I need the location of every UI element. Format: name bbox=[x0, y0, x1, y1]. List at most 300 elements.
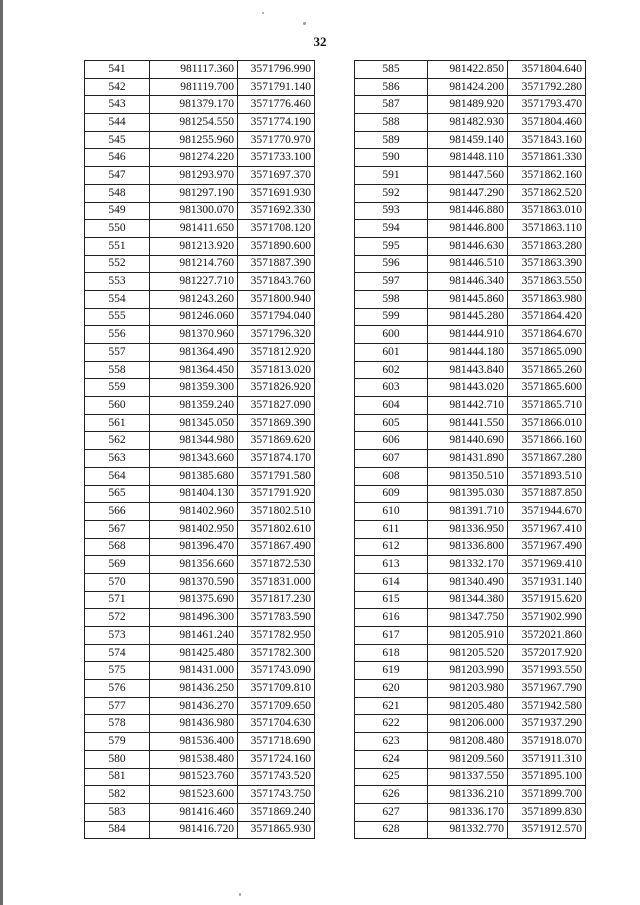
point-number-cell: 607 bbox=[355, 450, 428, 468]
table-row bbox=[85, 202, 315, 220]
point-number-cell: 625 bbox=[355, 768, 428, 786]
y-coordinate-cell: 3571861.330 bbox=[508, 149, 586, 167]
table-row bbox=[355, 167, 586, 185]
y-coordinate-cell: 3571783.590 bbox=[238, 609, 315, 627]
table-row bbox=[355, 609, 586, 627]
y-coordinate-cell: 3571862.520 bbox=[508, 184, 586, 202]
table-row bbox=[355, 184, 586, 202]
table-row bbox=[355, 733, 586, 751]
y-coordinate-cell: 3571812.920 bbox=[238, 344, 315, 362]
point-number-cell: 627 bbox=[355, 803, 428, 821]
y-coordinate-cell: 3571867.490 bbox=[238, 538, 315, 556]
point-number-cell: 556 bbox=[85, 326, 150, 344]
point-number-cell: 544 bbox=[85, 114, 150, 132]
point-number-cell: 546 bbox=[85, 149, 150, 167]
y-coordinate-cell: 3571865.600 bbox=[508, 379, 586, 397]
table-row bbox=[355, 467, 586, 485]
point-number-cell: 574 bbox=[85, 644, 150, 662]
table-row bbox=[355, 273, 586, 291]
table-row bbox=[355, 768, 586, 786]
y-coordinate-cell: 3571796.320 bbox=[238, 326, 315, 344]
y-coordinate-cell: 3571863.390 bbox=[508, 255, 586, 273]
y-coordinate-cell: 3571918.070 bbox=[508, 733, 586, 751]
point-number-cell: 585 bbox=[355, 61, 428, 79]
x-coordinate-cell: 981443.020 bbox=[428, 379, 508, 397]
point-number-cell: 595 bbox=[355, 237, 428, 255]
y-coordinate-cell: 3571843.760 bbox=[238, 273, 315, 291]
point-number-cell: 591 bbox=[355, 167, 428, 185]
table-row bbox=[85, 131, 315, 149]
x-coordinate-cell: 981402.960 bbox=[150, 503, 238, 521]
table-row bbox=[355, 680, 586, 698]
table-row bbox=[355, 503, 586, 521]
point-number-cell: 612 bbox=[355, 538, 428, 556]
x-coordinate-cell: 981332.770 bbox=[428, 821, 508, 839]
table-row bbox=[85, 326, 315, 344]
point-number-cell: 561 bbox=[85, 414, 150, 432]
x-coordinate-cell: 981436.980 bbox=[150, 715, 238, 733]
x-coordinate-cell: 981447.290 bbox=[428, 184, 508, 202]
x-coordinate-cell: 981496.300 bbox=[150, 609, 238, 627]
table-row bbox=[355, 379, 586, 397]
scan-speck bbox=[303, 22, 306, 25]
x-coordinate-cell: 981446.880 bbox=[428, 202, 508, 220]
x-coordinate-cell: 981350.510 bbox=[428, 467, 508, 485]
y-coordinate-cell: 3571782.950 bbox=[238, 627, 315, 645]
table-row bbox=[355, 432, 586, 450]
point-number-cell: 580 bbox=[85, 750, 150, 768]
y-coordinate-cell: 3571800.940 bbox=[238, 290, 315, 308]
y-coordinate-cell: 3571794.040 bbox=[238, 308, 315, 326]
y-coordinate-cell: 3571724.160 bbox=[238, 750, 315, 768]
y-coordinate-cell: 3571776.460 bbox=[238, 96, 315, 114]
y-coordinate-cell: 3572021.860 bbox=[508, 627, 586, 645]
point-number-cell: 566 bbox=[85, 503, 150, 521]
table-row bbox=[85, 255, 315, 273]
x-coordinate-cell: 981445.860 bbox=[428, 290, 508, 308]
x-coordinate-cell: 981538.480 bbox=[150, 750, 238, 768]
point-number-cell: 609 bbox=[355, 485, 428, 503]
y-coordinate-cell: 3571862.160 bbox=[508, 167, 586, 185]
point-number-cell: 567 bbox=[85, 520, 150, 538]
table-row bbox=[85, 432, 315, 450]
y-coordinate-cell: 3571826.920 bbox=[238, 379, 315, 397]
point-number-cell: 621 bbox=[355, 697, 428, 715]
x-coordinate-cell: 981431.000 bbox=[150, 662, 238, 680]
table-row bbox=[355, 715, 586, 733]
y-coordinate-cell: 3571942.580 bbox=[508, 697, 586, 715]
point-number-cell: 610 bbox=[355, 503, 428, 521]
table-row bbox=[85, 538, 315, 556]
x-coordinate-cell: 981396.470 bbox=[150, 538, 238, 556]
table-row bbox=[85, 149, 315, 167]
table-row bbox=[355, 202, 586, 220]
x-coordinate-cell: 981379.170 bbox=[150, 96, 238, 114]
point-number-cell: 603 bbox=[355, 379, 428, 397]
table-row bbox=[85, 750, 315, 768]
table-row bbox=[355, 397, 586, 415]
y-coordinate-cell: 3571782.300 bbox=[238, 644, 315, 662]
y-coordinate-cell: 3571691.930 bbox=[238, 184, 315, 202]
point-number-cell: 575 bbox=[85, 662, 150, 680]
x-coordinate-cell: 981205.480 bbox=[428, 697, 508, 715]
table-row bbox=[85, 627, 315, 645]
table-row bbox=[85, 273, 315, 291]
coordinates-table-left bbox=[84, 60, 315, 839]
x-coordinate-cell: 981440.690 bbox=[428, 432, 508, 450]
table-row bbox=[355, 414, 586, 432]
y-coordinate-cell: 3571792.280 bbox=[508, 78, 586, 96]
x-coordinate-cell: 981213.920 bbox=[150, 237, 238, 255]
x-coordinate-cell: 981459.140 bbox=[428, 131, 508, 149]
y-coordinate-cell: 3571692.330 bbox=[238, 202, 315, 220]
x-coordinate-cell: 981461.240 bbox=[150, 627, 238, 645]
point-number-cell: 563 bbox=[85, 450, 150, 468]
y-coordinate-cell: 3571867.280 bbox=[508, 450, 586, 468]
point-number-cell: 550 bbox=[85, 220, 150, 238]
y-coordinate-cell: 3571865.930 bbox=[238, 821, 315, 839]
y-coordinate-cell: 3571791.920 bbox=[238, 485, 315, 503]
point-number-cell: 571 bbox=[85, 591, 150, 609]
y-coordinate-cell: 3571863.280 bbox=[508, 237, 586, 255]
x-coordinate-cell: 981347.750 bbox=[428, 609, 508, 627]
table-row bbox=[85, 485, 315, 503]
y-coordinate-cell: 3571899.700 bbox=[508, 786, 586, 804]
table-row bbox=[355, 538, 586, 556]
x-coordinate-cell: 981344.980 bbox=[150, 432, 238, 450]
y-coordinate-cell: 3571864.670 bbox=[508, 326, 586, 344]
y-coordinate-cell: 3571718.690 bbox=[238, 733, 315, 751]
page-number: 32 bbox=[313, 34, 327, 49]
table-row bbox=[85, 662, 315, 680]
point-number-cell: 553 bbox=[85, 273, 150, 291]
table-row bbox=[85, 114, 315, 132]
y-coordinate-cell: 3571813.020 bbox=[238, 361, 315, 379]
point-number-cell: 624 bbox=[355, 750, 428, 768]
point-number-cell: 549 bbox=[85, 202, 150, 220]
table-row bbox=[355, 361, 586, 379]
x-coordinate-cell: 981523.760 bbox=[150, 768, 238, 786]
x-coordinate-cell: 981448.110 bbox=[428, 149, 508, 167]
table-row bbox=[85, 556, 315, 574]
y-coordinate-cell: 3571865.260 bbox=[508, 361, 586, 379]
x-coordinate-cell: 981293.970 bbox=[150, 167, 238, 185]
point-number-cell: 548 bbox=[85, 184, 150, 202]
x-coordinate-cell: 981489.920 bbox=[428, 96, 508, 114]
point-number-cell: 558 bbox=[85, 361, 150, 379]
y-coordinate-cell: 3571969.410 bbox=[508, 556, 586, 574]
y-coordinate-cell: 3571967.790 bbox=[508, 680, 586, 698]
y-coordinate-cell: 3571827.090 bbox=[238, 397, 315, 415]
table-row bbox=[85, 167, 315, 185]
x-coordinate-cell: 981442.710 bbox=[428, 397, 508, 415]
y-coordinate-cell: 3571967.410 bbox=[508, 520, 586, 538]
table-row bbox=[85, 503, 315, 521]
table-row bbox=[355, 131, 586, 149]
point-number-cell: 589 bbox=[355, 131, 428, 149]
point-number-cell: 611 bbox=[355, 520, 428, 538]
y-coordinate-cell: 3571893.510 bbox=[508, 467, 586, 485]
point-number-cell: 613 bbox=[355, 556, 428, 574]
table-row bbox=[85, 768, 315, 786]
y-coordinate-cell: 3571697.370 bbox=[238, 167, 315, 185]
x-coordinate-cell: 981208.480 bbox=[428, 733, 508, 751]
x-coordinate-cell: 981214.760 bbox=[150, 255, 238, 273]
y-coordinate-cell: 3571791.140 bbox=[238, 78, 315, 96]
x-coordinate-cell: 981416.720 bbox=[150, 821, 238, 839]
table-row bbox=[355, 344, 586, 362]
table-row bbox=[355, 662, 586, 680]
y-coordinate-cell: 3571866.010 bbox=[508, 414, 586, 432]
y-coordinate-cell: 3571887.390 bbox=[238, 255, 315, 273]
x-coordinate-cell: 981336.210 bbox=[428, 786, 508, 804]
table-row bbox=[85, 61, 315, 79]
table-row bbox=[85, 450, 315, 468]
y-coordinate-cell: 3572017.920 bbox=[508, 644, 586, 662]
x-coordinate-cell: 981364.490 bbox=[150, 344, 238, 362]
point-number-cell: 576 bbox=[85, 680, 150, 698]
y-coordinate-cell: 3571743.520 bbox=[238, 768, 315, 786]
y-coordinate-cell: 3571890.600 bbox=[238, 237, 315, 255]
point-number-cell: 618 bbox=[355, 644, 428, 662]
y-coordinate-cell: 3571709.650 bbox=[238, 697, 315, 715]
point-number-cell: 555 bbox=[85, 308, 150, 326]
x-coordinate-cell: 981336.800 bbox=[428, 538, 508, 556]
point-number-cell: 602 bbox=[355, 361, 428, 379]
point-number-cell: 615 bbox=[355, 591, 428, 609]
x-coordinate-cell: 981391.710 bbox=[428, 503, 508, 521]
y-coordinate-cell: 3571902.990 bbox=[508, 609, 586, 627]
point-number-cell: 579 bbox=[85, 733, 150, 751]
y-coordinate-cell: 3571865.090 bbox=[508, 344, 586, 362]
x-coordinate-cell: 981336.950 bbox=[428, 520, 508, 538]
y-coordinate-cell: 3571869.620 bbox=[238, 432, 315, 450]
y-coordinate-cell: 3571743.750 bbox=[238, 786, 315, 804]
y-coordinate-cell: 3571774.190 bbox=[238, 114, 315, 132]
point-number-cell: 543 bbox=[85, 96, 150, 114]
point-number-cell: 606 bbox=[355, 432, 428, 450]
point-number-cell: 588 bbox=[355, 114, 428, 132]
point-number-cell: 547 bbox=[85, 167, 150, 185]
point-number-cell: 551 bbox=[85, 237, 150, 255]
table-row bbox=[85, 78, 315, 96]
point-number-cell: 593 bbox=[355, 202, 428, 220]
x-coordinate-cell: 981300.070 bbox=[150, 202, 238, 220]
table-row bbox=[85, 591, 315, 609]
x-coordinate-cell: 981356.660 bbox=[150, 556, 238, 574]
point-number-cell: 562 bbox=[85, 432, 150, 450]
y-coordinate-cell: 3571804.460 bbox=[508, 114, 586, 132]
x-coordinate-cell: 981424.200 bbox=[428, 78, 508, 96]
y-coordinate-cell: 3571796.990 bbox=[238, 61, 315, 79]
point-number-cell: 573 bbox=[85, 627, 150, 645]
coordinates-table-right bbox=[354, 60, 586, 839]
point-number-cell: 604 bbox=[355, 397, 428, 415]
table-row bbox=[85, 361, 315, 379]
y-coordinate-cell: 3571899.830 bbox=[508, 803, 586, 821]
point-number-cell: 619 bbox=[355, 662, 428, 680]
x-coordinate-cell: 981436.250 bbox=[150, 680, 238, 698]
point-number-cell: 623 bbox=[355, 733, 428, 751]
x-coordinate-cell: 981274.220 bbox=[150, 149, 238, 167]
scan-speck bbox=[239, 893, 241, 896]
table-row bbox=[85, 803, 315, 821]
x-coordinate-cell: 981425.480 bbox=[150, 644, 238, 662]
table-row bbox=[355, 821, 586, 839]
y-coordinate-cell: 3571802.510 bbox=[238, 503, 315, 521]
point-number-cell: 552 bbox=[85, 255, 150, 273]
table-row bbox=[85, 184, 315, 202]
table-row bbox=[85, 821, 315, 839]
x-coordinate-cell: 981119.700 bbox=[150, 78, 238, 96]
x-coordinate-cell: 981370.960 bbox=[150, 326, 238, 344]
x-coordinate-cell: 981445.280 bbox=[428, 308, 508, 326]
table-row bbox=[85, 220, 315, 238]
x-coordinate-cell: 981447.560 bbox=[428, 167, 508, 185]
x-coordinate-cell: 981206.000 bbox=[428, 715, 508, 733]
table-row bbox=[85, 467, 315, 485]
point-number-cell: 564 bbox=[85, 467, 150, 485]
point-number-cell: 622 bbox=[355, 715, 428, 733]
y-coordinate-cell: 3571915.620 bbox=[508, 591, 586, 609]
point-number-cell: 596 bbox=[355, 255, 428, 273]
x-coordinate-cell: 981246.060 bbox=[150, 308, 238, 326]
point-number-cell: 559 bbox=[85, 379, 150, 397]
point-number-cell: 626 bbox=[355, 786, 428, 804]
x-coordinate-cell: 981370.590 bbox=[150, 573, 238, 591]
y-coordinate-cell: 3571911.310 bbox=[508, 750, 586, 768]
x-coordinate-cell: 981205.910 bbox=[428, 627, 508, 645]
y-coordinate-cell: 3571709.810 bbox=[238, 680, 315, 698]
scan-border bbox=[0, 0, 3, 905]
x-coordinate-cell: 981255.960 bbox=[150, 131, 238, 149]
table-row bbox=[355, 450, 586, 468]
table-row bbox=[355, 786, 586, 804]
table-row bbox=[85, 680, 315, 698]
x-coordinate-cell: 981227.710 bbox=[150, 273, 238, 291]
point-number-cell: 600 bbox=[355, 326, 428, 344]
y-coordinate-cell: 3571931.140 bbox=[508, 573, 586, 591]
table-row bbox=[355, 61, 586, 79]
y-coordinate-cell: 3571869.240 bbox=[238, 803, 315, 821]
x-coordinate-cell: 981446.510 bbox=[428, 255, 508, 273]
table-row bbox=[355, 520, 586, 538]
y-coordinate-cell: 3571708.120 bbox=[238, 220, 315, 238]
table-row bbox=[85, 786, 315, 804]
x-coordinate-cell: 981536.400 bbox=[150, 733, 238, 751]
table-row bbox=[355, 326, 586, 344]
y-coordinate-cell: 3571770.970 bbox=[238, 131, 315, 149]
table-row bbox=[85, 290, 315, 308]
y-coordinate-cell: 3571704.630 bbox=[238, 715, 315, 733]
table-row bbox=[355, 803, 586, 821]
point-number-cell: 601 bbox=[355, 344, 428, 362]
table-row bbox=[355, 750, 586, 768]
y-coordinate-cell: 3571817.230 bbox=[238, 591, 315, 609]
point-number-cell: 554 bbox=[85, 290, 150, 308]
point-number-cell: 608 bbox=[355, 467, 428, 485]
y-coordinate-cell: 3571869.390 bbox=[238, 414, 315, 432]
table-row bbox=[85, 609, 315, 627]
x-coordinate-cell: 981203.980 bbox=[428, 680, 508, 698]
y-coordinate-cell: 3571993.550 bbox=[508, 662, 586, 680]
point-number-cell: 541 bbox=[85, 61, 150, 79]
y-coordinate-cell: 3571863.980 bbox=[508, 290, 586, 308]
y-coordinate-cell: 3571872.530 bbox=[238, 556, 315, 574]
y-coordinate-cell: 3571791.580 bbox=[238, 467, 315, 485]
table-row bbox=[355, 237, 586, 255]
point-number-cell: 614 bbox=[355, 573, 428, 591]
table-row bbox=[355, 697, 586, 715]
point-number-cell: 572 bbox=[85, 609, 150, 627]
table-row bbox=[85, 573, 315, 591]
x-coordinate-cell: 981446.630 bbox=[428, 237, 508, 255]
y-coordinate-cell: 3571874.170 bbox=[238, 450, 315, 468]
point-number-cell: 584 bbox=[85, 821, 150, 839]
table-row bbox=[355, 573, 586, 591]
y-coordinate-cell: 3571743.090 bbox=[238, 662, 315, 680]
table-row bbox=[85, 237, 315, 255]
x-coordinate-cell: 981117.360 bbox=[150, 61, 238, 79]
x-coordinate-cell: 981436.270 bbox=[150, 697, 238, 715]
table-row bbox=[355, 485, 586, 503]
table-row bbox=[85, 715, 315, 733]
point-number-cell: 620 bbox=[355, 680, 428, 698]
x-coordinate-cell: 981444.180 bbox=[428, 344, 508, 362]
table-row bbox=[85, 397, 315, 415]
point-number-cell: 568 bbox=[85, 538, 150, 556]
point-number-cell: 597 bbox=[355, 273, 428, 291]
table-row bbox=[85, 308, 315, 326]
point-number-cell: 590 bbox=[355, 149, 428, 167]
x-coordinate-cell: 981441.550 bbox=[428, 414, 508, 432]
y-coordinate-cell: 3571895.100 bbox=[508, 768, 586, 786]
point-number-cell: 577 bbox=[85, 697, 150, 715]
x-coordinate-cell: 981340.490 bbox=[428, 573, 508, 591]
x-coordinate-cell: 981431.890 bbox=[428, 450, 508, 468]
table-row bbox=[85, 96, 315, 114]
table-row bbox=[355, 627, 586, 645]
table-row bbox=[85, 644, 315, 662]
table-row bbox=[355, 556, 586, 574]
table-row bbox=[355, 149, 586, 167]
table-row bbox=[355, 290, 586, 308]
x-coordinate-cell: 981297.190 bbox=[150, 184, 238, 202]
table-row bbox=[355, 591, 586, 609]
point-number-cell: 598 bbox=[355, 290, 428, 308]
x-coordinate-cell: 981243.260 bbox=[150, 290, 238, 308]
y-coordinate-cell: 3571793.470 bbox=[508, 96, 586, 114]
point-number-cell: 592 bbox=[355, 184, 428, 202]
point-number-cell: 599 bbox=[355, 308, 428, 326]
x-coordinate-cell: 981209.560 bbox=[428, 750, 508, 768]
y-coordinate-cell: 3571937.290 bbox=[508, 715, 586, 733]
point-number-cell: 569 bbox=[85, 556, 150, 574]
point-number-cell: 587 bbox=[355, 96, 428, 114]
y-coordinate-cell: 3571804.640 bbox=[508, 61, 586, 79]
point-number-cell: 616 bbox=[355, 609, 428, 627]
x-coordinate-cell: 981205.520 bbox=[428, 644, 508, 662]
x-coordinate-cell: 981385.680 bbox=[150, 467, 238, 485]
y-coordinate-cell: 3571887.850 bbox=[508, 485, 586, 503]
point-number-cell: 605 bbox=[355, 414, 428, 432]
y-coordinate-cell: 3571967.490 bbox=[508, 538, 586, 556]
point-number-cell: 578 bbox=[85, 715, 150, 733]
x-coordinate-cell: 981411.650 bbox=[150, 220, 238, 238]
x-coordinate-cell: 981402.950 bbox=[150, 520, 238, 538]
point-number-cell: 594 bbox=[355, 220, 428, 238]
point-number-cell: 560 bbox=[85, 397, 150, 415]
